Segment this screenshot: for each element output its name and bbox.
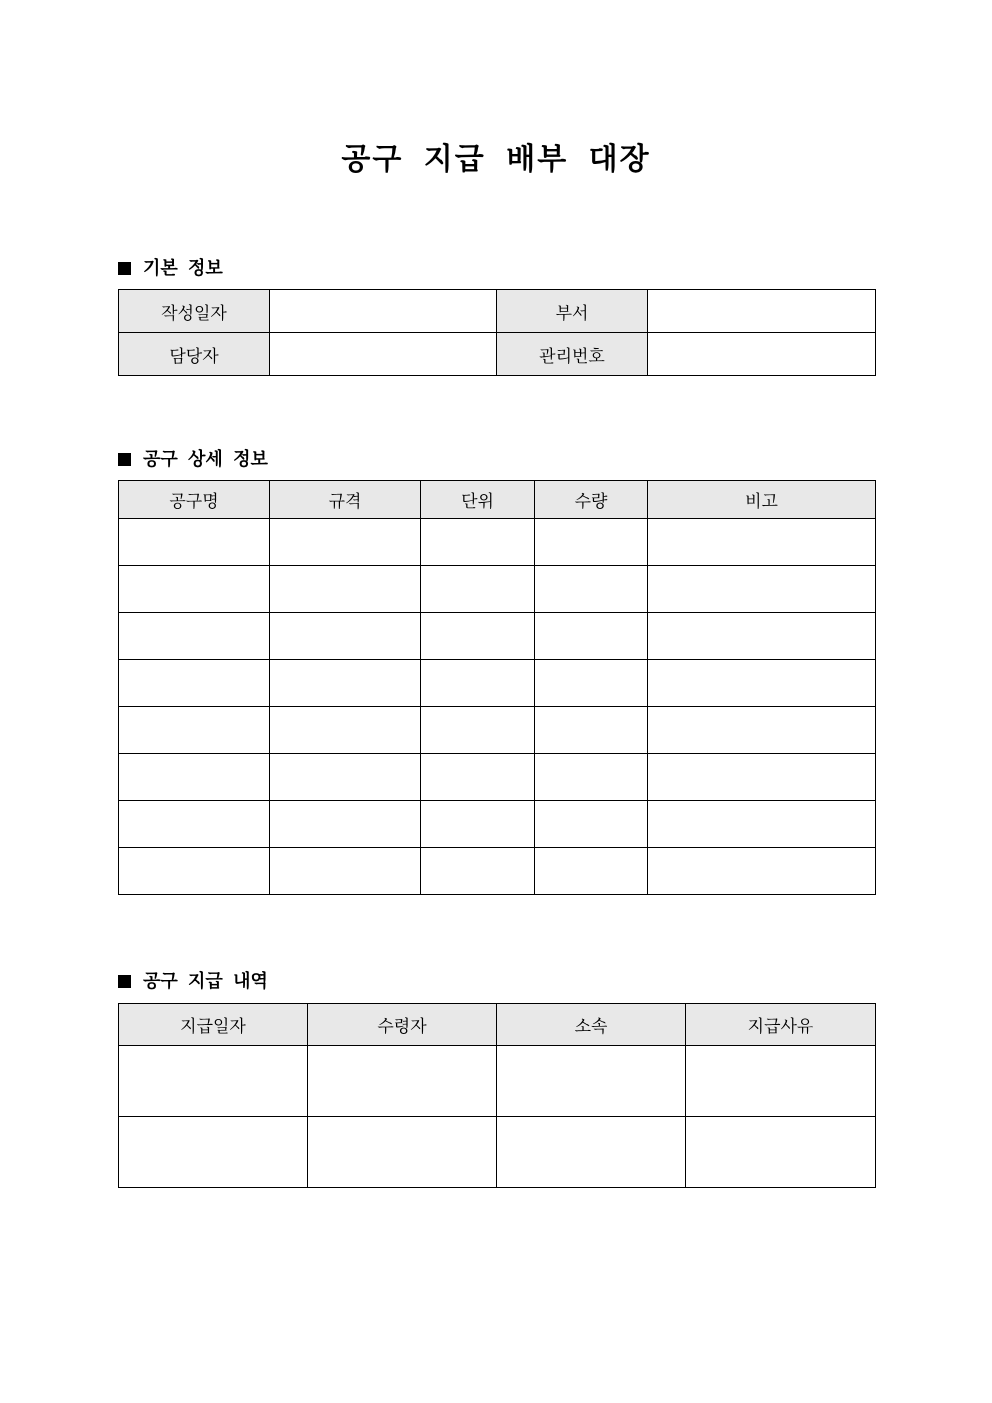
section-heading-tool-details <box>118 445 268 471</box>
basic-info-table <box>118 289 876 376</box>
manager-field[interactable] <box>270 333 497 376</box>
tool-name-cell[interactable] <box>119 519 270 566</box>
column-header-remarks: 비고 <box>648 481 876 519</box>
department-field[interactable] <box>648 290 876 333</box>
square-bullet-icon <box>118 453 131 466</box>
table-row <box>119 290 876 333</box>
tool-name-cell[interactable] <box>119 613 270 660</box>
issue-history-table <box>118 1003 876 1188</box>
table-row <box>119 333 876 376</box>
spec-cell[interactable] <box>270 848 421 895</box>
remarks-cell[interactable] <box>648 519 876 566</box>
table-row <box>119 801 876 848</box>
spec-cell[interactable] <box>270 754 421 801</box>
table-row <box>119 1046 876 1117</box>
column-header-unit: 단위 <box>421 481 535 519</box>
spec-cell[interactable] <box>270 613 421 660</box>
column-header-quantity: 수량 <box>535 481 648 519</box>
table-row <box>119 613 876 660</box>
remarks-cell[interactable] <box>648 848 876 895</box>
table-row <box>119 754 876 801</box>
square-bullet-icon <box>118 975 131 988</box>
tool-name-cell[interactable] <box>119 566 270 613</box>
date-field[interactable] <box>270 290 497 333</box>
column-header-affiliation: 소속 <box>497 1004 686 1046</box>
spec-cell[interactable] <box>270 566 421 613</box>
affiliation-cell[interactable] <box>497 1117 686 1188</box>
quantity-cell[interactable] <box>535 566 648 613</box>
tool-details-body <box>119 519 876 895</box>
label-date: 작성일자 <box>119 290 270 333</box>
unit-cell[interactable] <box>421 566 535 613</box>
column-header-recipient: 수령자 <box>308 1004 497 1046</box>
square-bullet-icon <box>118 262 131 275</box>
remarks-cell[interactable] <box>648 801 876 848</box>
quantity-cell[interactable] <box>535 801 648 848</box>
unit-cell[interactable] <box>421 801 535 848</box>
quantity-cell[interactable] <box>535 613 648 660</box>
document-title: 공구 지급 배부 대장 <box>341 142 651 177</box>
remarks-cell[interactable] <box>648 660 876 707</box>
issue-date-cell[interactable] <box>119 1046 308 1117</box>
unit-cell[interactable] <box>421 754 535 801</box>
spec-cell[interactable] <box>270 519 421 566</box>
table-row <box>119 566 876 613</box>
tool-name-cell[interactable] <box>119 754 270 801</box>
tool-name-cell[interactable] <box>119 707 270 754</box>
tool-details-table <box>118 480 876 895</box>
table-row <box>119 660 876 707</box>
tool-name-cell[interactable] <box>119 801 270 848</box>
column-header-issue-date: 지급일자 <box>119 1004 308 1046</box>
label-management-no: 관리번호 <box>497 333 648 376</box>
remarks-cell[interactable] <box>648 613 876 660</box>
issue-reason-cell[interactable] <box>686 1046 876 1117</box>
unit-cell[interactable] <box>421 519 535 566</box>
unit-cell[interactable] <box>421 613 535 660</box>
table-row <box>119 519 876 566</box>
remarks-cell[interactable] <box>648 707 876 754</box>
section-heading-issue-history <box>118 967 268 993</box>
table-row <box>119 848 876 895</box>
section-heading-text: 공구 지급 내역 <box>143 971 268 992</box>
column-header-issue-reason: 지급사유 <box>686 1004 876 1046</box>
spec-cell[interactable] <box>270 801 421 848</box>
management-no-field[interactable] <box>648 333 876 376</box>
section-heading-basic-info <box>118 254 223 280</box>
section-heading-text: 공구 상세 정보 <box>143 449 268 470</box>
remarks-cell[interactable] <box>648 754 876 801</box>
tool-name-cell[interactable] <box>119 848 270 895</box>
quantity-cell[interactable] <box>535 660 648 707</box>
quantity-cell[interactable] <box>535 519 648 566</box>
recipient-cell[interactable] <box>308 1046 497 1117</box>
table-row <box>119 707 876 754</box>
issue-reason-cell[interactable] <box>686 1117 876 1188</box>
spec-cell[interactable] <box>270 707 421 754</box>
recipient-cell[interactable] <box>308 1117 497 1188</box>
issue-history-body <box>119 1046 876 1188</box>
quantity-cell[interactable] <box>535 848 648 895</box>
unit-cell[interactable] <box>421 660 535 707</box>
spec-cell[interactable] <box>270 660 421 707</box>
section-heading-text: 기본 정보 <box>143 258 223 279</box>
column-header-tool-name: 공구명 <box>119 481 270 519</box>
column-header-spec: 규격 <box>270 481 421 519</box>
label-manager: 담당자 <box>119 333 270 376</box>
table-header-row <box>119 481 876 519</box>
tool-name-cell[interactable] <box>119 660 270 707</box>
unit-cell[interactable] <box>421 848 535 895</box>
quantity-cell[interactable] <box>535 707 648 754</box>
quantity-cell[interactable] <box>535 754 648 801</box>
table-row <box>119 1117 876 1188</box>
remarks-cell[interactable] <box>648 566 876 613</box>
affiliation-cell[interactable] <box>497 1046 686 1117</box>
issue-date-cell[interactable] <box>119 1117 308 1188</box>
table-header-row <box>119 1004 876 1046</box>
label-department: 부서 <box>497 290 648 333</box>
unit-cell[interactable] <box>421 707 535 754</box>
